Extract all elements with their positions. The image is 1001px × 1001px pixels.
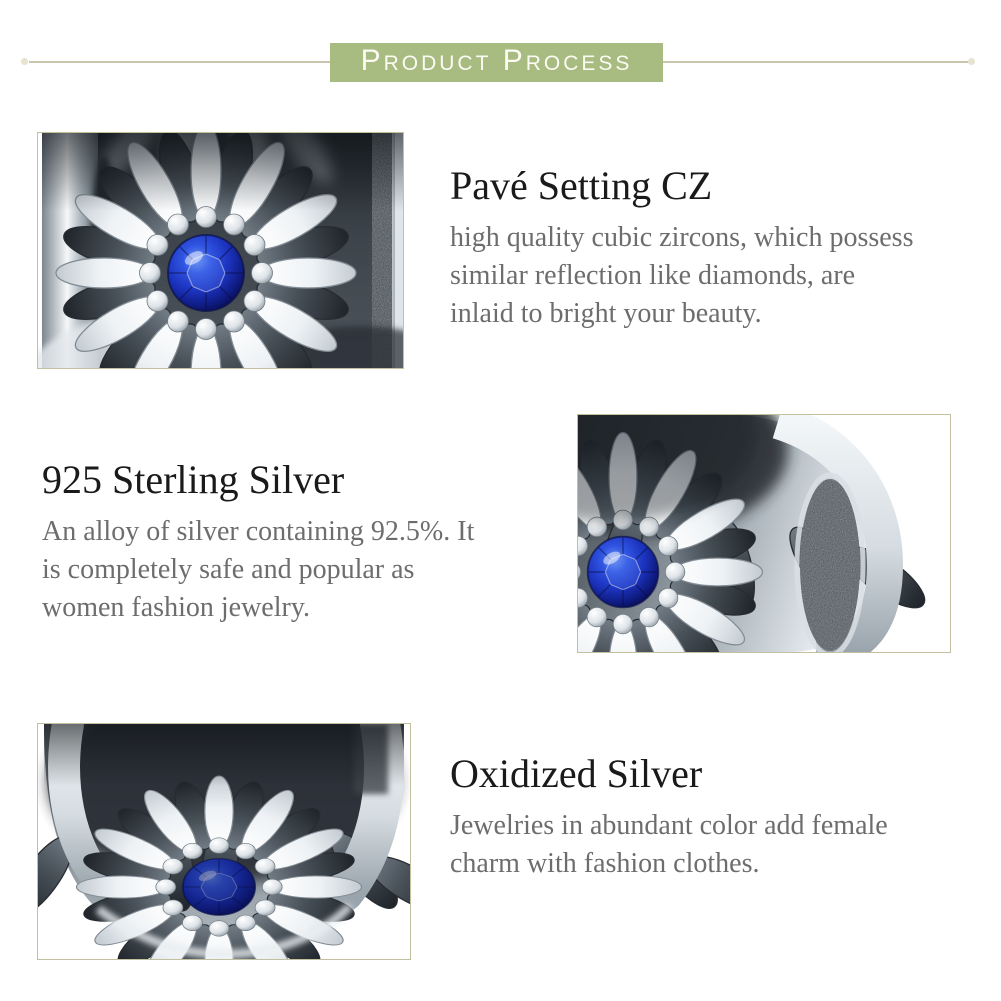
section-body-line: Jewelries in abundant color add female — [450, 810, 888, 841]
header-title-band — [330, 43, 663, 82]
section-oxidized-silver — [450, 750, 888, 883]
charm-closeup-front-svg — [38, 133, 403, 368]
product-photo-oxidized-silver — [37, 723, 411, 960]
section-body-line: charm with fashion clothes. — [450, 848, 760, 880]
section-heading: Pavé Setting CZ — [450, 163, 713, 208]
section-heading: Oxidized Silver — [450, 751, 703, 796]
divider-end-dot-left — [21, 58, 28, 65]
section-body-line: An alloy of silver containing 92.5%. It — [42, 516, 475, 547]
section-body — [450, 219, 913, 333]
section-body-line: women fashion jewelry. — [42, 592, 310, 624]
section-body — [450, 807, 888, 883]
section-body-line: inlaid to bright your beauty. — [450, 298, 762, 330]
section-body-line: high quality cubic zircons, which possess — [450, 222, 914, 253]
section-body-line: is completely safe and popular as — [42, 554, 415, 586]
section-body-line: similar reflection like diamonds, are — [450, 260, 856, 292]
charm-bottom-view-svg — [38, 724, 410, 959]
page-title: Product Process — [360, 44, 633, 77]
section-pave-setting-cz — [450, 162, 913, 333]
product-photo-side-view — [577, 414, 951, 653]
section-925-sterling-silver — [42, 456, 474, 627]
section-body — [42, 513, 474, 627]
charm-side-view-svg — [578, 415, 950, 652]
section-heading: 925 Sterling Silver — [42, 457, 345, 502]
divider-end-dot-right — [968, 58, 975, 65]
product-photo-pave-setting-cz — [37, 132, 404, 369]
